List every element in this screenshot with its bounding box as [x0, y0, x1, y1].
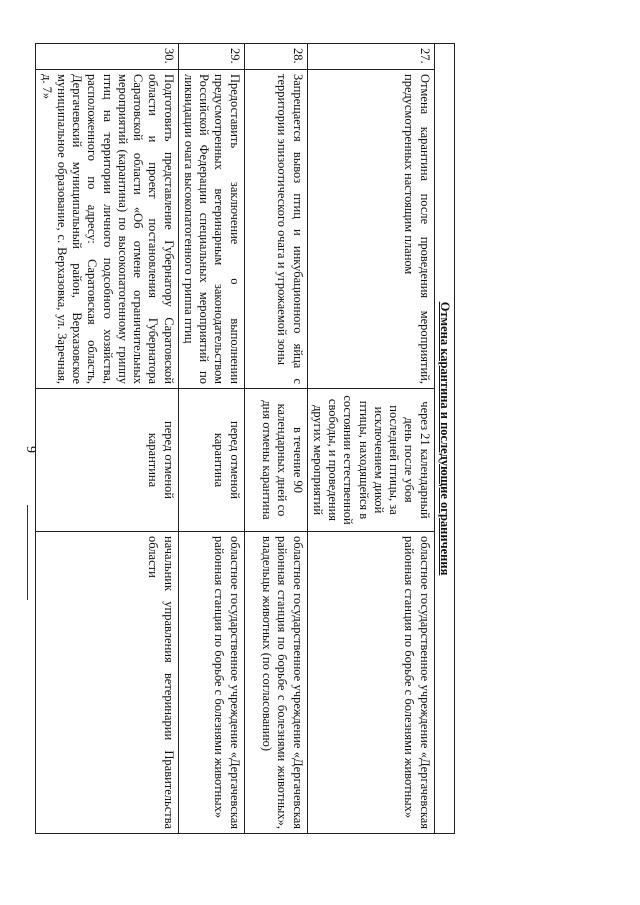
table-row: [244, 44, 307, 834]
row-term: перед отменой карантина: [36, 389, 178, 532]
table-row: [36, 44, 178, 834]
row-action: Запрещается вывоз птиц и инкубационного яйца с территории эпизоотического очага и угрожаемой зоны: [244, 70, 307, 389]
measures-table: [36, 43, 456, 834]
table-row: [307, 44, 434, 834]
section-header: Отмена карантина и последующие ограничения: [434, 44, 454, 834]
row-term: через 21 календарный день после убоя последней птицы, за исключением дикой птицы, находящейся в состоянии естественной свободы, и проведения других мероприятий: [307, 389, 434, 532]
row-term: перед отменой карантина: [178, 389, 244, 532]
row-action: Предоставить заключение о выполнении предусмотренных ветеринарным законодательством Российской Федерации специальных мероприятий по ликвидации очага высокопатогенного гриппа птиц: [178, 70, 244, 389]
row-responsible: областное государственное учреждение «Дергачевская районная станция по борьбе с болезнями животных», владельцы животных (по согласованию): [244, 532, 307, 834]
footer-divider: [27, 505, 28, 600]
row-number: 29.: [178, 44, 244, 70]
table-row: [178, 44, 244, 834]
section-header-row: [434, 44, 454, 834]
row-term: в течение 90 календарных дней со дня отмены карантина: [244, 389, 307, 532]
row-responsible: областное государственное учреждение «Дергачевская районная станция по борьбе с болезнями животных»: [178, 532, 244, 834]
row-responsible: начальник управления ветеринарии Правительства области: [36, 532, 178, 834]
page-number: 9: [23, 446, 38, 453]
row-number: 30.: [36, 44, 178, 70]
row-responsible: областное государственное учреждение «Дергачевская районная станция по борьбе с болезнями животных»: [307, 532, 434, 834]
row-number: 27.: [307, 44, 434, 70]
row-action: Подготовить представление Губернатору Саратовской области и проект постановления Губернатора Саратовской области «Об отмене ограничительных мероприятий (карантина) по высокопатогенному гриппу птиц на территории личного подсобного хозяйства, расположенного по адресу: Саратовская область, Дергачевский муниципальный район, Верхазовское муниципальное образование, с. Верхазовка, ул. Заречная, д. 7»: [36, 70, 178, 389]
rotated-table-container: [39, 43, 455, 833]
row-action: Отмена карантина после проведения мероприятий, предусмотренных настоящим планом: [307, 70, 434, 389]
row-number: 28.: [244, 44, 307, 70]
